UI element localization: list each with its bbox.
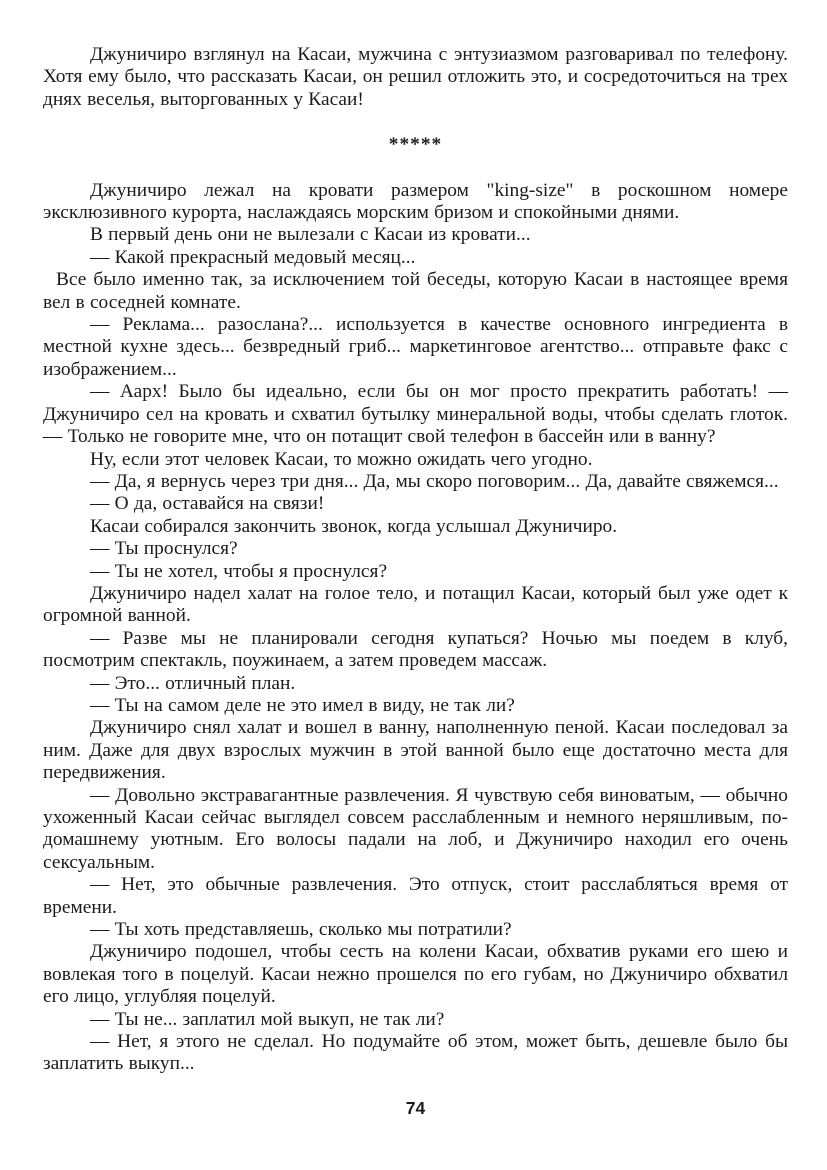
paragraph: Джуничиро надел халат на голое тело, и потащил Касаи, который был уже одет к огромной ванной. bbox=[43, 582, 788, 627]
text-content bbox=[43, 44, 788, 1076]
paragraph: — Ты проснулся? bbox=[90, 538, 238, 560]
paragraph: — Ты не хотел, чтобы я проснулся? bbox=[90, 560, 388, 582]
paragraph: — Да, я вернусь через три дня... Да, мы скоро поговорим... Да, давайте свяжемся... bbox=[90, 470, 779, 492]
paragraph: — Какой прекрасный медовый месяц... bbox=[90, 246, 416, 268]
paragraph: Все было именно так, за исключением той беседы, которую Касаи в настоящее время вел в соседней комнате. bbox=[43, 269, 788, 313]
paragraph: Ну, если этот человек Касаи, то можно ожидать чего угодно. bbox=[90, 448, 593, 470]
paragraph: Джуничиро подошел, чтобы сесть на колени Касаи, обхватив руками его шею и вовлекая того в поцелуй. Касаи нежно прошелся по его губам, но Джуничиро обхватил его лицо, углубляя поцелуй. bbox=[43, 941, 788, 1008]
paragraph: — Ты на самом деле не это имел в виду, не так ли? bbox=[90, 694, 515, 716]
paragraph: Джуничиро лежал на кровати размером "king-size" в роскошном номере эксклюзивного курорта, наслаждаясь морским бризом и спокойными днями. bbox=[43, 179, 788, 224]
paragraph: Касаи собирался закончить звонок, когда услышал Джуничиро. bbox=[90, 515, 618, 537]
page-number: 74 bbox=[405, 1098, 426, 1118]
paragraph: — Аарх! Было бы идеально, если бы он мог просто прекратить работать! — Джуничиро сел на кровать и схватил бутылку минеральной воды, чтобы сделать глоток. — Только не говорите мне, что он потащит свой телефон в бассейн или в ванну? bbox=[43, 381, 788, 448]
paragraph: Джуничиро снял халат и вошел в ванну, наполненную пеной. Касаи последовал за ним. Даже для двух взрослых мужчин в этой ванной было еще достаточно места для передвижения. bbox=[43, 717, 788, 784]
paragraph: — Ты хоть представляешь, сколько мы потратили? bbox=[90, 919, 512, 941]
paragraph: — Разве мы не планировали сегодня купаться? Ночью мы поедем в клуб, посмотрим спектакль, поужинаем, а затем проведем массаж. bbox=[43, 627, 788, 672]
section-separator: ***** bbox=[388, 134, 443, 156]
paragraph: В первый день они не вылезали с Касаи из кровати... bbox=[90, 224, 531, 246]
paragraph: — Ты не... заплатил мой выкуп, не так ли? bbox=[90, 1008, 445, 1030]
paragraph: Джуничиро взглянул на Касаи, мужчина с энтузиазмом разговаривал по телефону. Хотя ему было, что рассказать Касаи, он решил отложить это, и сосредоточиться на трех днях веселья, выторгованных у Касаи! bbox=[43, 44, 788, 110]
paragraph: — Довольно экстравагантные развлечения. Я чувствую себя виноватым, — обычно ухоженный Касаи сейчас выглядел совсем расслабленным и немного неряшливым, по-домашнему уютным. Его волосы падали на лоб, и Джуничиро находил его очень сексуальным. bbox=[43, 784, 788, 873]
paragraph: — Это... отличный план. bbox=[90, 672, 296, 694]
paragraph: — Нет, я этого не сделал. Но подумайте об этом, может быть, дешевле было бы заплатить выкуп... bbox=[43, 1031, 788, 1075]
paragraph: — Нет, это обычные развлечения. Это отпуск, стоит расслабляться время от времени. bbox=[43, 874, 788, 918]
paragraph: — О да, оставайся на связи! bbox=[90, 493, 325, 515]
paragraph: — Реклама... разослана?... используется в качестве основного ингредиента в местной кухне здесь... безвредный гриб... маркетинговое агентство... отправьте факс с изображением... bbox=[43, 314, 788, 380]
